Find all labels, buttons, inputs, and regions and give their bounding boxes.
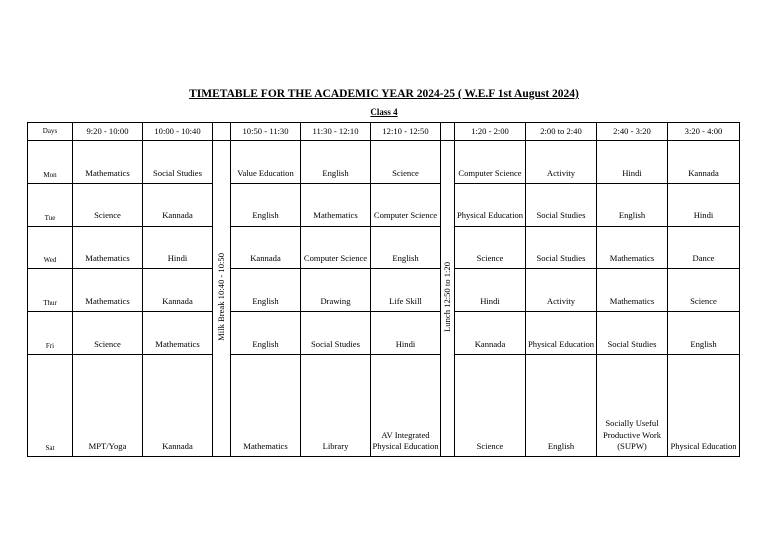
subject-cell: Life Skill [371,269,441,312]
day-label: Mon [28,141,73,184]
subject-cell: Activity [526,141,597,184]
subject-cell: Science [668,269,740,312]
subject-cell: Kannada [143,269,213,312]
lunch-break-label: Lunch 12:50 to 1:20 [441,261,452,332]
subject-cell: Activity [526,269,597,312]
header-period: 12:10 - 12:50 [371,123,441,141]
header-period: 2:00 to 2:40 [526,123,597,141]
subject-cell: English [371,226,441,269]
subject-cell: Social Studies [597,312,668,355]
subject-cell: Science [73,312,143,355]
subject-cell: Hindi [455,269,526,312]
subject-cell: Library [301,354,371,456]
header-period: 10:50 - 11:30 [231,123,301,141]
header-days: Days [28,123,73,141]
day-label: Wed [28,226,73,269]
header-period: 3:20 - 4:00 [668,123,740,141]
subject-cell: English [526,354,597,456]
header-break-blank [213,123,231,141]
header-row [28,123,740,141]
day-label: Fri [28,312,73,355]
subject-cell: Hindi [597,141,668,184]
subject-cell: Hindi [371,312,441,355]
subject-cell: Science [455,226,526,269]
subject-cell: Kannada [668,141,740,184]
subject-cell: Mathematics [73,141,143,184]
subject-cell: English [597,183,668,226]
day-row [28,312,740,355]
subject-cell: English [231,269,301,312]
subject-cell: Kannada [231,226,301,269]
subject-cell: Computer Science [371,183,441,226]
subject-cell: Computer Science [301,226,371,269]
day-label: Sat [28,354,73,456]
timetable [27,122,740,457]
subject-cell: English [231,312,301,355]
header-period: 9:20 - 10:00 [73,123,143,141]
subject-cell: Science [73,183,143,226]
subject-cell: Hindi [143,226,213,269]
subject-cell: Physical Education [526,312,597,355]
subject-cell: Dance [668,226,740,269]
subject-cell: Kannada [143,183,213,226]
day-label: Thur [28,269,73,312]
subject-cell: Social Studies [143,141,213,184]
subject-cell: English [231,183,301,226]
subject-cell: AV Integrated Physical Education [371,354,441,456]
subject-cell: Science [455,354,526,456]
subject-cell: Mathematics [597,269,668,312]
subject-cell: English [668,312,740,355]
subject-cell: Kannada [143,354,213,456]
header-period: 1:20 - 2:00 [455,123,526,141]
day-row [28,141,740,184]
subject-cell: Mathematics [231,354,301,456]
milk-break-cell [213,141,231,457]
subject-cell: Computer Science [455,141,526,184]
subject-cell: Physical Education [668,354,740,456]
timetable-body [28,123,740,457]
subject-cell: Mathematics [597,226,668,269]
subject-cell: Social Studies [301,312,371,355]
subject-cell: Mathematics [143,312,213,355]
day-row [28,354,740,456]
subject-cell: Value Education [231,141,301,184]
subject-cell: Hindi [668,183,740,226]
subject-cell: Mathematics [73,269,143,312]
header-period: 2:40 - 3:20 [597,123,668,141]
subject-cell: Social Studies [526,226,597,269]
header-period: 11:30 - 12:10 [301,123,371,141]
subject-cell: English [301,141,371,184]
milk-break-label: Milk Break 10:40 - 10:50 [215,252,226,341]
subject-cell: Social Studies [526,183,597,226]
day-label: Tue [28,183,73,226]
day-row [28,226,740,269]
subject-cell: Drawing [301,269,371,312]
subject-cell: Science [371,141,441,184]
subject-cell: Mathematics [73,226,143,269]
subject-cell: Mathematics [301,183,371,226]
subject-cell: MPT/Yoga [73,354,143,456]
class-label: Class 4 [370,107,398,117]
header-break-blank [441,123,455,141]
subject-cell: Socially Useful Productive Work (SUPW) [597,354,668,456]
lunch-break-cell [441,141,455,457]
day-row [28,183,740,226]
subject-cell: Kannada [455,312,526,355]
day-row [28,269,740,312]
header-period: 10:00 - 10:40 [143,123,213,141]
subject-cell: Physical Education [455,183,526,226]
page-title: TIMETABLE FOR THE ACADEMIC YEAR 2024-25 ( W.E.F 1st August 2024) [189,88,579,100]
